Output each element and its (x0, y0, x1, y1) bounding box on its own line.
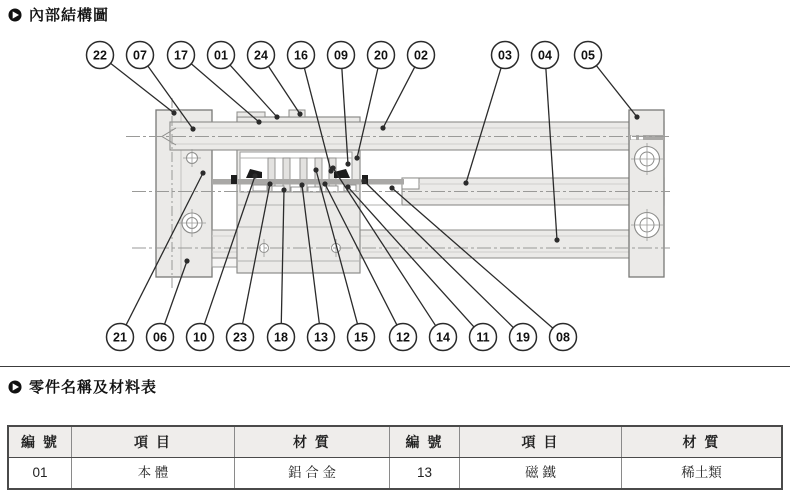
leader-dot (281, 187, 286, 192)
leader-dot (463, 180, 468, 185)
table-row (9, 458, 781, 488)
table-cell: 鋁 合 金 (235, 458, 390, 488)
callout-number: 08 (556, 330, 570, 345)
callout-number: 11 (476, 330, 490, 345)
callout-number: 20 (374, 48, 388, 63)
leader-dot (297, 111, 302, 116)
table-header-cell: 編 號 (390, 427, 460, 457)
table-cell: 13 (390, 458, 460, 488)
leader-line (383, 67, 415, 128)
leader-line (596, 66, 637, 117)
leader-dot (389, 185, 394, 190)
table-cell: 本 體 (72, 458, 235, 488)
table-header-cell: 項 目 (460, 427, 622, 457)
leader-line (268, 66, 300, 114)
callout-number: 02 (414, 48, 428, 63)
section1-title-text: 內部結構圖 (29, 7, 110, 24)
parts-material-table (7, 425, 783, 490)
callout-number: 13 (314, 330, 328, 345)
callout-number: 15 (354, 330, 368, 345)
section-title-parts-table (8, 376, 157, 397)
section2-title-text: 零件名稱及材料表 (29, 379, 158, 396)
table-cell: 稀土類 (681, 465, 722, 480)
callout-number: 14 (436, 330, 450, 345)
leader-dot (267, 181, 272, 186)
callout-number: 03 (498, 48, 512, 63)
callout-number: 24 (254, 48, 268, 63)
leader-dot (354, 155, 359, 160)
table-cell: 01 (9, 458, 72, 488)
callout-number: 04 (538, 48, 552, 63)
leader-dot (330, 165, 335, 170)
leader-dot (345, 161, 350, 166)
leader-dot (554, 237, 559, 242)
callout-number: 09 (334, 48, 348, 63)
callout-number: 17 (174, 48, 188, 63)
callout-number: 23 (233, 330, 247, 345)
callout-number: 18 (274, 330, 288, 345)
table-header-cell: 編 號 (9, 427, 72, 457)
leader-dot (313, 167, 318, 172)
leader-dot (361, 178, 366, 183)
callout-number: 06 (153, 330, 167, 345)
leader-dot (184, 258, 189, 263)
table-header-cell: 項 目 (72, 427, 235, 457)
callout-number: 01 (214, 48, 228, 63)
leader-dot (299, 182, 304, 187)
table-cell: 磁 鐵 (460, 458, 622, 488)
leader-dot (322, 181, 327, 186)
leader-dot (274, 114, 279, 119)
leader-dot (634, 114, 639, 119)
leader-dot (190, 126, 195, 131)
leader-dot (256, 119, 261, 124)
table-header-cell: 材 質 (235, 427, 390, 457)
callout-05 (575, 42, 640, 120)
leader-line (230, 65, 277, 117)
callout-number: 21 (113, 330, 127, 345)
callout-number: 22 (93, 48, 107, 63)
leader-dot (345, 184, 350, 189)
leader-dot (380, 125, 385, 130)
callout-03 (463, 42, 518, 186)
callout-number: 12 (396, 330, 410, 345)
callout-number: 10 (193, 330, 207, 345)
callout-number: 05 (581, 48, 595, 63)
leader-dot (252, 173, 257, 178)
callout-number: 19 (516, 330, 530, 345)
callout-number: 16 (294, 48, 308, 63)
callout-number: 07 (133, 48, 147, 63)
section-divider (0, 366, 790, 367)
leader-dot (200, 170, 205, 175)
table-header-cell: 材 質 (682, 434, 721, 450)
leader-line (546, 68, 557, 240)
right-end-plate (629, 110, 664, 277)
table-header-row (9, 427, 781, 458)
arrow-bullet-icon (8, 380, 22, 394)
leader-dot (171, 110, 176, 115)
